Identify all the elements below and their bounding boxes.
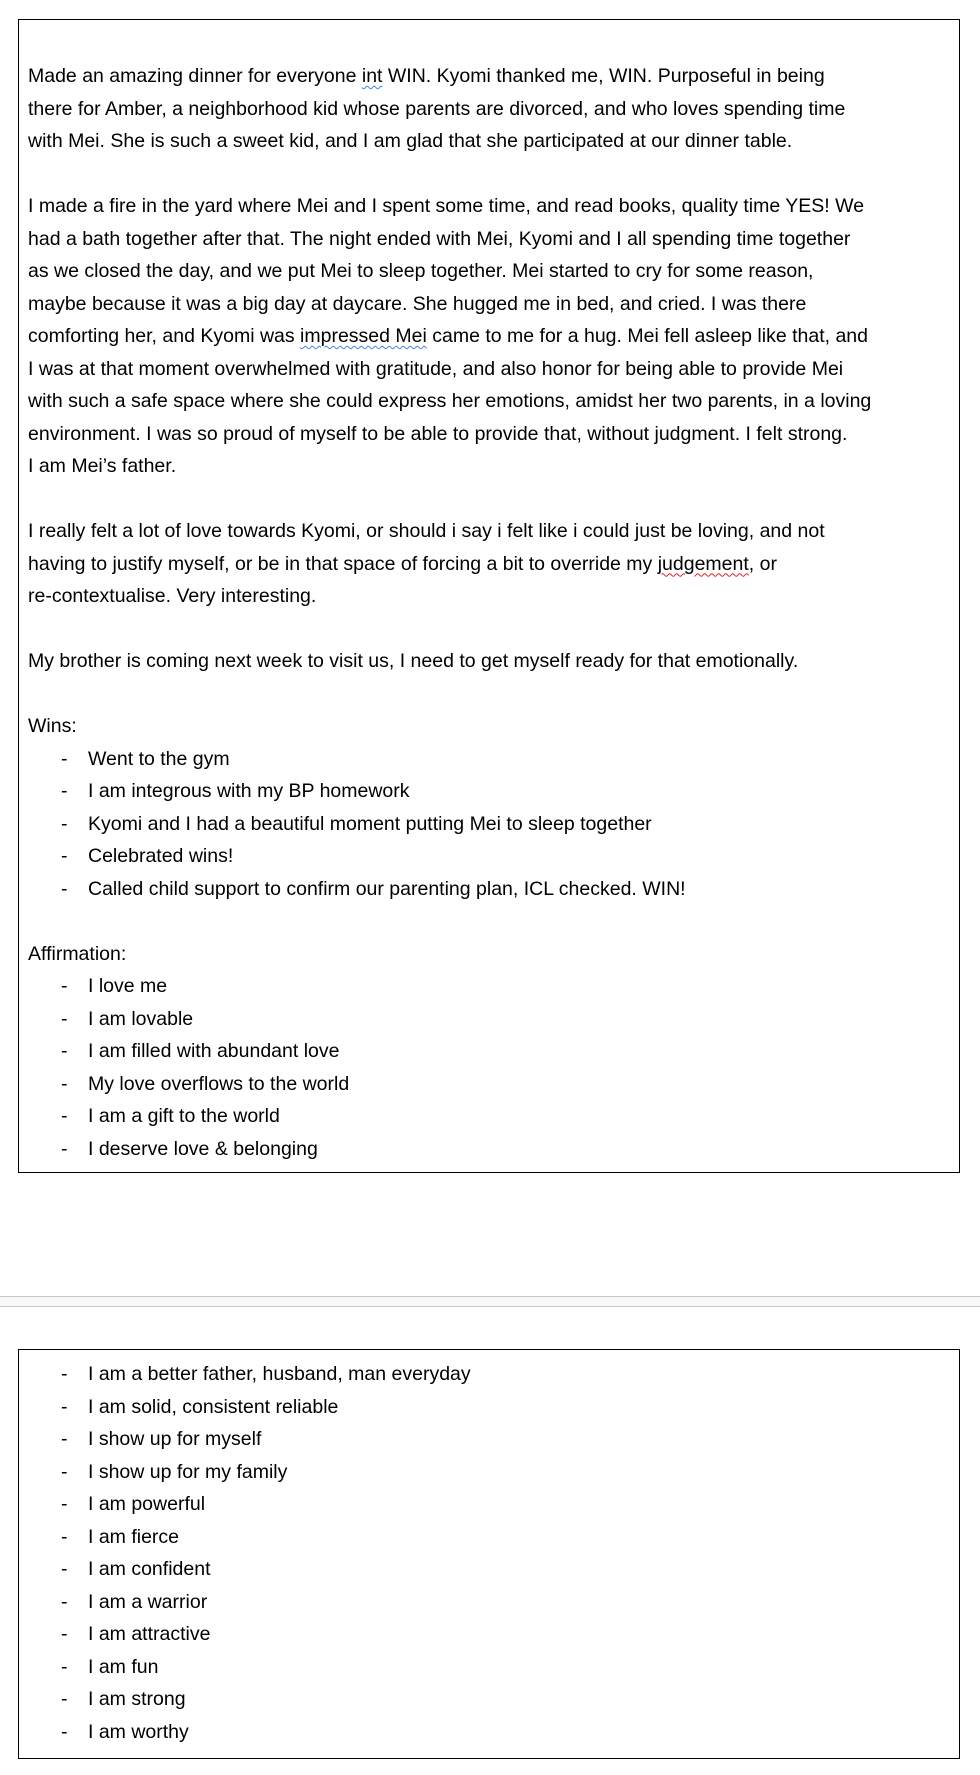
text-span: Made an amazing dinner for everyone — [28, 65, 362, 87]
paragraph-line[interactable] — [19, 93, 959, 126]
list-item-text: I show up for my family — [88, 1460, 288, 1483]
list-item[interactable] — [19, 970, 959, 1003]
text-span: WIN. Kyomi thanked me, WIN. Purposeful in being — [382, 65, 825, 87]
list-item[interactable] — [19, 1003, 959, 1036]
list-item-text: I am lovable — [88, 1007, 194, 1030]
paragraph-line[interactable] — [19, 320, 959, 353]
dash-bullet: - — [61, 845, 68, 867]
list-item[interactable] — [19, 840, 959, 873]
paragraph-line[interactable]: environment. I was so proud of myself to be able to provide that, without judgment. I felt strong. — [28, 422, 848, 445]
paragraph-line[interactable] — [19, 548, 959, 581]
spellcheck-flagged-word: int — [361, 65, 383, 87]
paragraph-line[interactable]: I am Mei’s father. — [28, 455, 177, 477]
text-span: with Mei. She is such a sweet kid, and I am glad that she participated at our dinner table. — [28, 130, 793, 152]
paragraph-line[interactable]: I was at that moment overwhelmed with gratitude, and also honor for being able to provide Mei — [28, 357, 844, 380]
page-1-content-box — [18, 19, 960, 1173]
list-item-text: I am a better father, husband, man everyday — [88, 1363, 471, 1385]
dash-bullet: - — [61, 1363, 68, 1385]
dash-bullet: - — [61, 975, 68, 997]
empty-line — [19, 678, 959, 711]
paragraph-line[interactable]: with such a safe space where she could express her emotions, amidst her two parents, in a loving — [28, 390, 872, 412]
list-item-text: I am attractive — [88, 1623, 211, 1645]
list-item[interactable] — [19, 1618, 959, 1651]
list-item[interactable] — [19, 1100, 959, 1133]
dash-bullet: - — [61, 1655, 68, 1678]
page-2-content-box — [18, 1349, 960, 1759]
text-span: , or — [748, 552, 777, 575]
spellcheck-flagged-word: judgement — [657, 552, 749, 575]
paragraph-line[interactable]: My brother is coming next week to visit us, I need to get myself ready for that emotionally. — [28, 650, 799, 672]
paragraph-line[interactable] — [19, 125, 959, 158]
list-item-text: I am confident — [88, 1558, 211, 1580]
dash-bullet: - — [61, 1720, 68, 1743]
list-item[interactable] — [19, 1391, 959, 1424]
dash-bullet: - — [61, 1395, 68, 1418]
paragraph-line[interactable]: I made a fire in the yard where Mei and I spent some time, and read books, quality time YES! We — [28, 195, 865, 217]
list-item-text: I am powerful — [88, 1493, 206, 1515]
list-item[interactable] — [19, 1133, 959, 1166]
dash-bullet: - — [61, 747, 68, 770]
page-break-separator — [0, 1296, 980, 1307]
wins-heading[interactable]: Wins: — [28, 715, 77, 737]
empty-line — [19, 613, 959, 646]
list-item-text: I am strong — [88, 1688, 186, 1710]
list-item[interactable] — [19, 743, 959, 776]
list-item[interactable] — [19, 1553, 959, 1586]
text-span: there for Amber, a neighborhood kid whose parents are divorced, and who loves spending time — [28, 97, 846, 120]
paragraph-line[interactable] — [19, 60, 959, 93]
text-span: came to me for a hug. Mei fell asleep like that, and — [426, 325, 868, 347]
list-item[interactable] — [19, 775, 959, 808]
list-item[interactable] — [19, 1683, 959, 1716]
paragraph-line[interactable]: had a bath together after that. The night ended with Mei, Kyomi and I all spending time together — [28, 227, 851, 250]
list-item[interactable] — [19, 1423, 959, 1456]
list-item-text: Celebrated wins! — [88, 845, 234, 867]
list-item-text: I deserve love & belonging — [88, 1137, 318, 1160]
list-item[interactable] — [19, 808, 959, 841]
dash-bullet: - — [61, 1137, 68, 1160]
list-item-text: I love me — [88, 975, 168, 997]
dash-bullet: - — [61, 1072, 68, 1095]
list-item[interactable] — [19, 873, 959, 906]
dash-bullet: - — [61, 1007, 68, 1030]
dash-bullet: - — [61, 780, 68, 802]
list-item-text: I am fun — [88, 1655, 159, 1678]
dash-bullet: - — [61, 1428, 68, 1450]
list-item-text: I show up for myself — [88, 1428, 262, 1450]
list-item[interactable] — [19, 1651, 959, 1684]
list-item[interactable] — [19, 1068, 959, 1101]
paragraph-line[interactable]: I really felt a lot of love towards Kyomi, or should i say i felt like i could just be loving, and not — [28, 520, 825, 542]
list-item-text: I am a gift to the world — [88, 1105, 280, 1127]
dash-bullet: - — [61, 812, 68, 835]
paragraph-line[interactable]: maybe because it was a big day at daycare. She hugged me in bed, and cried. I was there — [28, 292, 807, 315]
list-item-text: I am worthy — [88, 1720, 189, 1743]
spellcheck-flagged-word: impressed Mei — [300, 325, 427, 347]
dash-bullet: - — [61, 1105, 68, 1127]
list-item-text: Kyomi and I had a beautiful moment putting Mei to sleep together — [88, 812, 652, 835]
list-item[interactable] — [19, 1358, 959, 1391]
empty-line — [19, 483, 959, 516]
dash-bullet: - — [61, 1558, 68, 1580]
list-item-text: Went to the gym — [88, 747, 230, 770]
dash-bullet: - — [61, 1040, 68, 1062]
dash-bullet: - — [61, 1460, 68, 1483]
list-item-text: My love overflows to the world — [88, 1072, 350, 1095]
dash-bullet: - — [61, 1525, 68, 1548]
text-span: comforting her, and Kyomi was — [28, 325, 301, 347]
paragraph-line[interactable]: re-contextualise. Very interesting. — [28, 585, 317, 607]
dash-bullet: - — [61, 1493, 68, 1515]
dash-bullet: - — [61, 1688, 68, 1710]
paragraph-line[interactable]: as we closed the day, and we put Mei to sleep together. Mei started to cry for some reason, — [28, 260, 814, 282]
list-item[interactable] — [19, 1456, 959, 1489]
list-item-text: I am filled with abundant love — [88, 1040, 340, 1062]
list-item[interactable] — [19, 1521, 959, 1554]
list-item[interactable] — [19, 1488, 959, 1521]
empty-line — [19, 158, 959, 191]
affirmation-heading[interactable]: Affirmation: — [28, 942, 127, 965]
list-item-text: Called child support to confirm our parenting plan, ICL checked. WIN! — [88, 877, 686, 900]
dash-bullet: - — [61, 877, 68, 900]
list-item[interactable] — [19, 1586, 959, 1619]
dash-bullet: - — [61, 1590, 68, 1613]
text-span: having to justify myself, or be in that space of forcing a bit to override my — [28, 552, 658, 575]
list-item[interactable] — [19, 1716, 959, 1749]
list-item-text: I am fierce — [88, 1525, 180, 1548]
list-item-text: I am a warrior — [88, 1590, 208, 1613]
dash-bullet: - — [61, 1623, 68, 1645]
empty-line — [19, 905, 959, 938]
list-item[interactable] — [19, 1035, 959, 1068]
list-item-text: I am solid, consistent reliable — [88, 1395, 339, 1418]
list-item-text: I am integrous with my BP homework — [88, 780, 410, 802]
